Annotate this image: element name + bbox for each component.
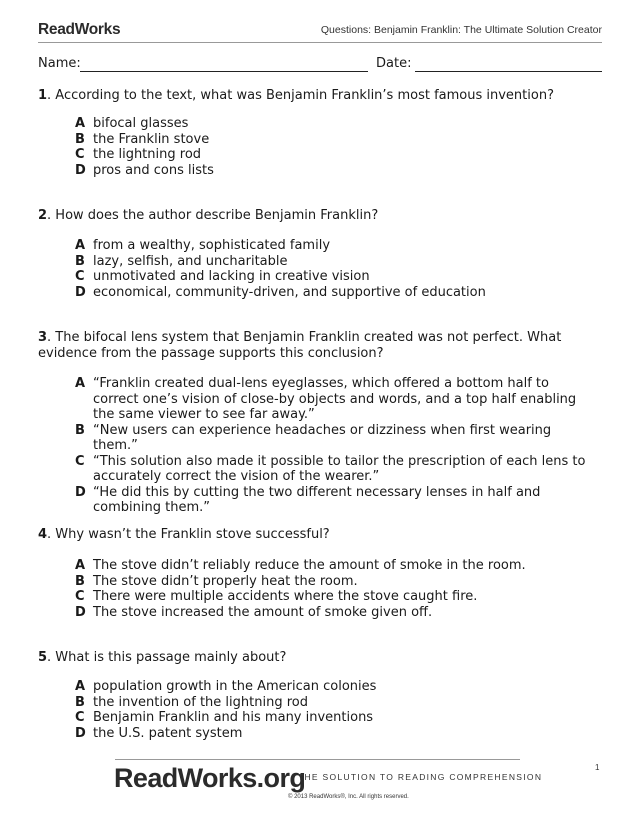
option-text: “Franklin created dual-lens eyeglasses, which offered a bottom half to correct one’s vision of close-by objects and words, and a top half enabling the same viewer to see far away.” <box>93 376 577 422</box>
question-prompt: . Why wasn’t the Franklin stove successful? <box>47 527 330 542</box>
option-b <box>75 423 593 454</box>
option-text: the lightning rod <box>93 147 202 162</box>
readworks-logo: ReadWorks <box>38 21 121 38</box>
option-text: the U.S. patent system <box>93 725 243 741</box>
option-letter: D <box>75 725 86 741</box>
option-a <box>75 238 605 254</box>
option-letter: D <box>75 604 86 620</box>
option-text: bifocal glasses <box>93 116 189 131</box>
option-text: the invention of the lightning rod <box>93 694 308 710</box>
option-letter: C <box>75 269 85 284</box>
copyright-notice: © 2013 ReadWorks®, Inc. All rights reserved. <box>288 794 409 800</box>
option-letter: C <box>75 589 85 604</box>
question-2 <box>38 208 602 224</box>
option-c <box>75 269 605 285</box>
option-letter: D <box>75 162 86 178</box>
footer-tagline: THE SOLUTION TO READING COMPREHENSION <box>298 772 543 782</box>
option-c <box>75 147 605 163</box>
footer-divider <box>115 759 520 760</box>
question-number: 3 <box>38 330 48 345</box>
option-d <box>75 726 605 742</box>
option-text: The stove didn’t reliably reduce the amount of smoke in the room. <box>93 558 526 573</box>
option-letter: A <box>75 238 86 253</box>
option-text: the Franklin stove <box>93 131 210 147</box>
question-4-options <box>75 558 605 620</box>
question-1 <box>38 88 602 104</box>
option-text: There were multiple accidents where the stove caught fire. <box>93 589 478 604</box>
question-2-options <box>75 238 605 300</box>
date-label: Date: <box>376 56 412 71</box>
question-5 <box>38 650 602 666</box>
question-4 <box>38 527 602 543</box>
option-d <box>75 485 593 516</box>
question-number: 4 <box>38 527 48 542</box>
option-b <box>75 132 605 148</box>
option-b <box>75 254 605 270</box>
question-1-options <box>75 116 605 178</box>
option-c <box>75 589 605 605</box>
question-prompt: . How does the author describe Benjamin Franklin? <box>47 208 379 223</box>
question-number: 5 <box>38 650 48 665</box>
option-letter: B <box>75 694 85 710</box>
option-b <box>75 574 605 590</box>
option-text: “He did this by cutting the two different necessary lenses in half and combining them.” <box>93 484 541 515</box>
readworks-org-logo: ReadWorks.org <box>114 763 306 793</box>
option-text: economical, community-driven, and supportive of education <box>93 284 486 300</box>
option-text: The stove didn’t properly heat the room. <box>93 573 358 589</box>
option-letter: D <box>75 284 86 300</box>
question-prompt: . The bifocal lens system that Benjamin Franklin created was not perfect. What evidence from the passage supports this conclusion? <box>38 330 562 361</box>
name-blank-line <box>80 71 368 72</box>
option-d <box>75 285 605 301</box>
option-letter: A <box>75 558 86 573</box>
option-text: “This solution also made it possible to tailor the prescription of each lens to accurately correct the vision of the wearer.” <box>93 453 586 484</box>
option-b <box>75 695 605 711</box>
header-divider <box>38 42 602 43</box>
option-a <box>75 679 605 695</box>
name-label: Name: <box>38 56 81 71</box>
question-prompt: . According to the text, what was Benjamin Franklin’s most famous invention? <box>47 88 554 103</box>
page-number: 1 <box>595 763 600 772</box>
option-letter: B <box>75 422 85 438</box>
option-text: from a wealthy, sophisticated family <box>93 238 331 253</box>
option-letter: B <box>75 131 85 147</box>
option-text: The stove increased the amount of smoke given off. <box>93 604 433 620</box>
header-title: Questions: Benjamin Franklin: The Ultimate Solution Creator <box>320 24 602 36</box>
option-c <box>75 710 605 726</box>
option-text: pros and cons lists <box>93 162 214 178</box>
option-letter: A <box>75 116 86 131</box>
option-letter: B <box>75 573 85 589</box>
option-text: unmotivated and lacking in creative vision <box>93 269 370 284</box>
option-c <box>75 454 593 485</box>
option-a <box>75 376 593 423</box>
option-text: “New users can experience headaches or dizziness when first wearing them.” <box>93 422 552 453</box>
option-letter: A <box>75 376 86 391</box>
question-prompt: . What is this passage mainly about? <box>47 650 287 665</box>
option-d <box>75 605 605 621</box>
question-number: 1 <box>38 88 48 103</box>
option-letter: C <box>75 147 85 162</box>
option-d <box>75 163 605 179</box>
option-letter: C <box>75 453 85 469</box>
option-a <box>75 558 605 574</box>
option-a <box>75 116 605 132</box>
option-letter: B <box>75 253 85 269</box>
question-5-options <box>75 679 605 741</box>
option-letter: C <box>75 710 85 725</box>
option-text: lazy, selfish, and uncharitable <box>93 253 288 269</box>
question-number: 2 <box>38 208 48 223</box>
date-blank-line <box>415 71 602 72</box>
option-text: population growth in the American colonies <box>93 679 377 694</box>
option-text: Benjamin Franklin and his many inventions <box>93 710 374 725</box>
option-letter: A <box>75 679 86 694</box>
question-3-options <box>75 376 593 516</box>
question-3 <box>38 330 563 361</box>
option-letter: D <box>75 484 86 500</box>
